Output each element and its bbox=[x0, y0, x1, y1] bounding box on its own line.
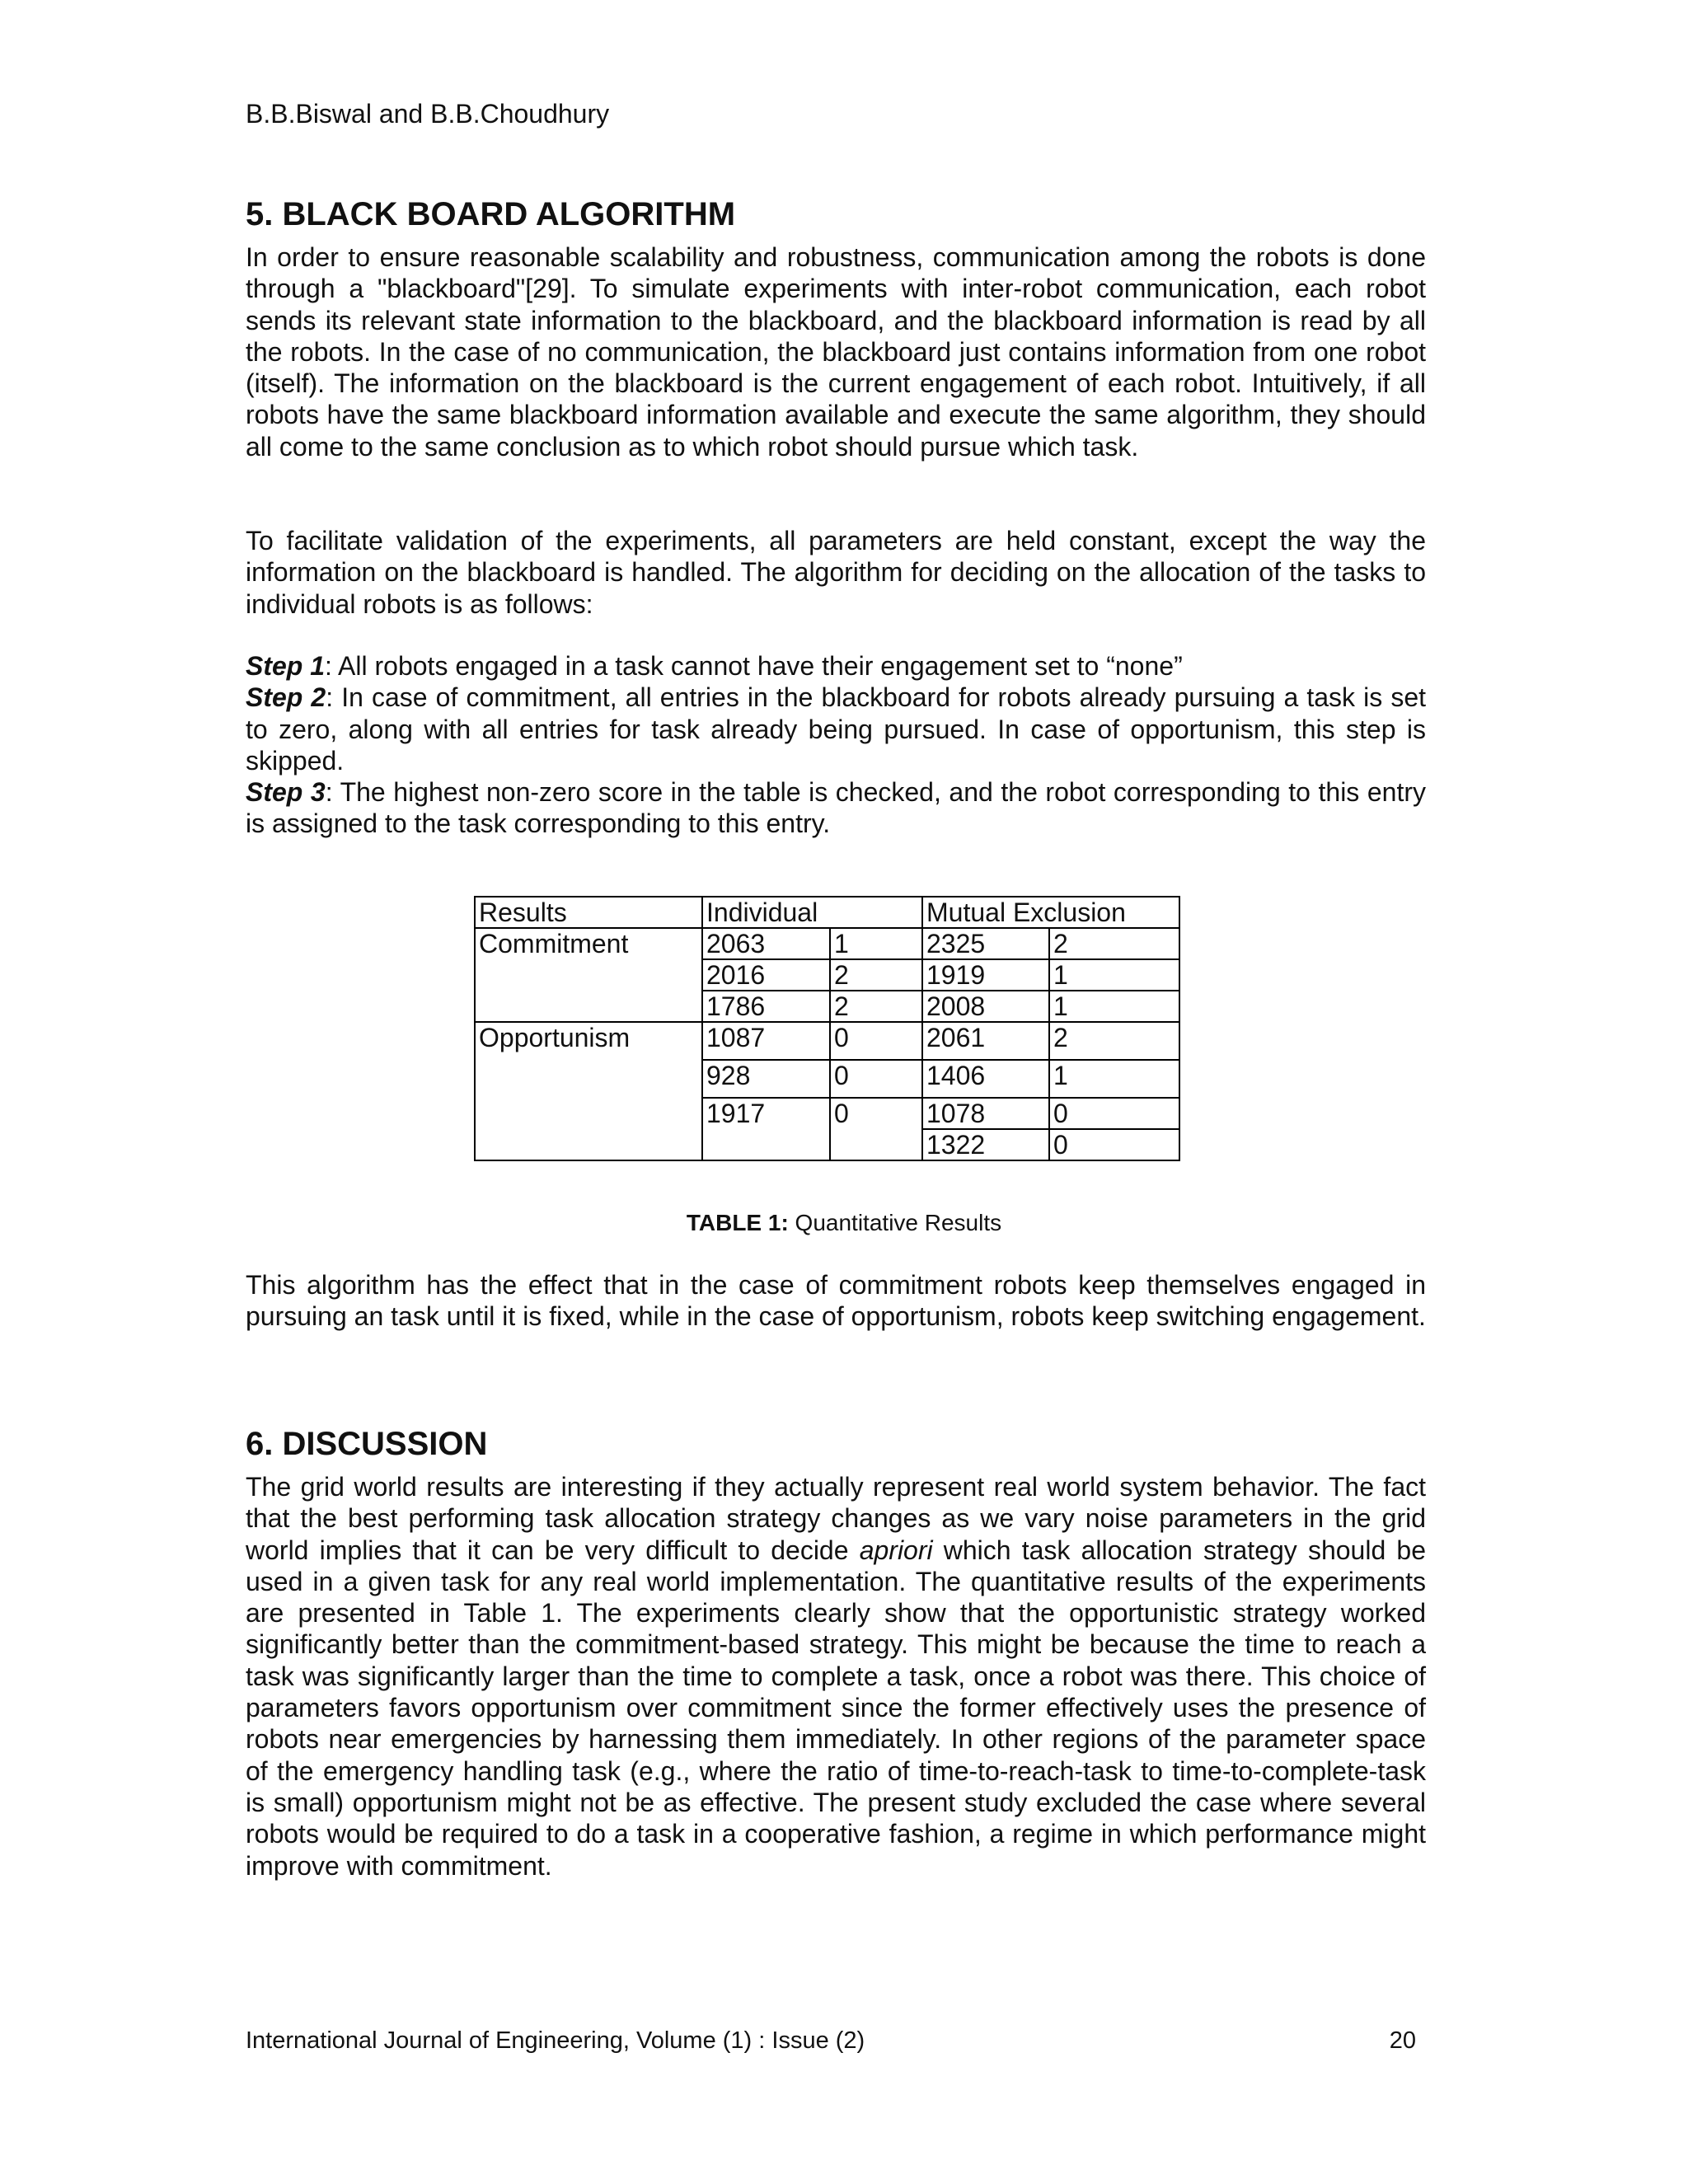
header-results: Results bbox=[475, 897, 702, 928]
discussion-emphasis: apriori bbox=[859, 1535, 933, 1565]
section-5-paragraph-2: To facilitate validation of the experiments, all parameters are held constant, except the way the information on the blackboard is handled. The algorithm for deciding on the allocation of the tasks to individual robots is as follows: bbox=[246, 526, 1426, 619]
step-3-label: Step 3 bbox=[246, 777, 326, 808]
section-5-paragraph-3: This algorithm has the effect that in the case of commitment robots keep themselves engaged in pursuing an task until it is fixed, while in the case of opportunism, robots keep switching engagement. bbox=[246, 1270, 1426, 1332]
running-header: B.B.Biswal and B.B.Choudhury bbox=[246, 99, 610, 129]
table-header-row bbox=[475, 897, 1179, 928]
table-cell: 1919 bbox=[922, 959, 1049, 991]
algorithm-steps bbox=[246, 650, 1426, 840]
table-cell: 1406 bbox=[922, 1060, 1049, 1098]
table-cell: 1 bbox=[1049, 959, 1179, 991]
header-individual: Individual bbox=[702, 897, 922, 928]
group-commitment: Commitment bbox=[475, 928, 702, 1022]
table-caption-text: Quantitative Results bbox=[788, 1210, 1002, 1235]
page-number: 20 bbox=[1389, 2027, 1416, 2054]
table-cell: 0 bbox=[1049, 1129, 1179, 1160]
step-1-text: : All robots engaged in a task cannot have their engagement set to “none” bbox=[325, 651, 1183, 681]
footer-journal: International Journal of Engineering, Volume (1) : Issue (2) bbox=[246, 2027, 865, 2054]
table-cell: 2 bbox=[830, 959, 922, 991]
table-cell: 2061 bbox=[922, 1022, 1049, 1060]
table-cell: 2063 bbox=[702, 928, 830, 959]
step-3-text: : The highest non-zero score in the table is checked, and the robot corresponding to this entry is assigned to the task corresponding to this entry. bbox=[246, 777, 1427, 839]
table-cell: 0 bbox=[830, 1098, 922, 1129]
table-cell: 1322 bbox=[922, 1129, 1049, 1160]
table-cell: 0 bbox=[1049, 1098, 1179, 1129]
table-cell: 1 bbox=[1049, 991, 1179, 1022]
table-caption-label: TABLE 1: bbox=[686, 1210, 789, 1235]
table-cell bbox=[830, 1129, 922, 1160]
table-cell: 928 bbox=[702, 1060, 830, 1098]
group-opportunism: Opportunism bbox=[475, 1022, 702, 1160]
step-1-label: Step 1 bbox=[246, 651, 326, 681]
section-6-paragraph bbox=[246, 1471, 1426, 1882]
step-2-label: Step 2 bbox=[246, 682, 326, 713]
table-row bbox=[475, 1022, 1179, 1060]
table-cell: 2 bbox=[830, 991, 922, 1022]
table-cell: 0 bbox=[830, 1022, 922, 1060]
header-mutual-exclusion: Mutual Exclusion bbox=[922, 897, 1179, 928]
step-2 bbox=[246, 682, 1426, 776]
table-cell: 2008 bbox=[922, 991, 1049, 1022]
table-cell: 0 bbox=[830, 1060, 922, 1098]
table-cell: 1087 bbox=[702, 1022, 830, 1060]
table-caption bbox=[0, 1210, 1688, 1236]
table-cell: 1786 bbox=[702, 991, 830, 1022]
section-5-title: 5. BLACK BOARD ALGORITHM bbox=[246, 196, 736, 232]
step-1 bbox=[246, 650, 1426, 682]
section-5-paragraph-1: In order to ensure reasonable scalability and robustness, communication among the robots is done through a "blackboard"[29]. To simulate experiments with inter-robot communication, each robot sends its relevant state information to the blackboard, and the blackboard information is read by all the robots. In the case of no communication, the blackboard just contains information from one robot (itself). The information on the blackboard is the current engagement of each robot. Intuitively, if all robots have the same blackboard information available and execute the same algorithm, they should all come to the same conclusion as to which robot should pursue which task. bbox=[246, 242, 1426, 462]
table-cell: 2 bbox=[1049, 1022, 1179, 1060]
step-2-text: : In case of commitment, all entries in the blackboard for robots already pursuing a task is set to zero, along with all entries for task already being pursued. In case of opportunism, this step is skipped. bbox=[246, 682, 1427, 776]
results-table bbox=[474, 896, 1180, 1161]
table-cell: 2016 bbox=[702, 959, 830, 991]
table-cell: 2325 bbox=[922, 928, 1049, 959]
table-cell: 1078 bbox=[922, 1098, 1049, 1129]
table-cell: 2 bbox=[1049, 928, 1179, 959]
page-footer bbox=[246, 2027, 1426, 2055]
table-row bbox=[475, 928, 1179, 959]
step-3 bbox=[246, 776, 1426, 840]
discussion-text-1: The grid world results are interesting if they actually represent real world system behavior. The fact that the best performing task allocation strategy changes as we vary noise parameters in the grid world implies that it can be very difficult to decide bbox=[246, 1472, 1426, 1565]
table-cell bbox=[702, 1129, 830, 1160]
table-cell: 1 bbox=[830, 928, 922, 959]
discussion-text-2: which task allocation strategy should be used in a given task for any real world implementation. The quantitative results of the experiments are presented in Table 1. The experiments clearly show that the opportunistic strategy worked significantly better than the commitment-based strategy. This might be because the time to reach a task was significantly larger than the time to complete a task, once a robot was there. This choice of parameters favors opportunism over commitment since the former effectively uses the presence of robots near emergencies by harnessing them immediately. In other regions of the parameter space of the emergency handling task (e.g., where the ratio of time-to-reach-task to time-to-complete-task is small) opportunism might not be as effective. The present study excluded the case where several robots would be required to do a task in a cooperative fashion, a regime in which performance might improve with commitment. bbox=[246, 1535, 1427, 1881]
table-cell: 1917 bbox=[702, 1098, 830, 1129]
table-cell: 1 bbox=[1049, 1060, 1179, 1098]
section-6-title: 6. DISCUSSION bbox=[246, 1426, 488, 1462]
